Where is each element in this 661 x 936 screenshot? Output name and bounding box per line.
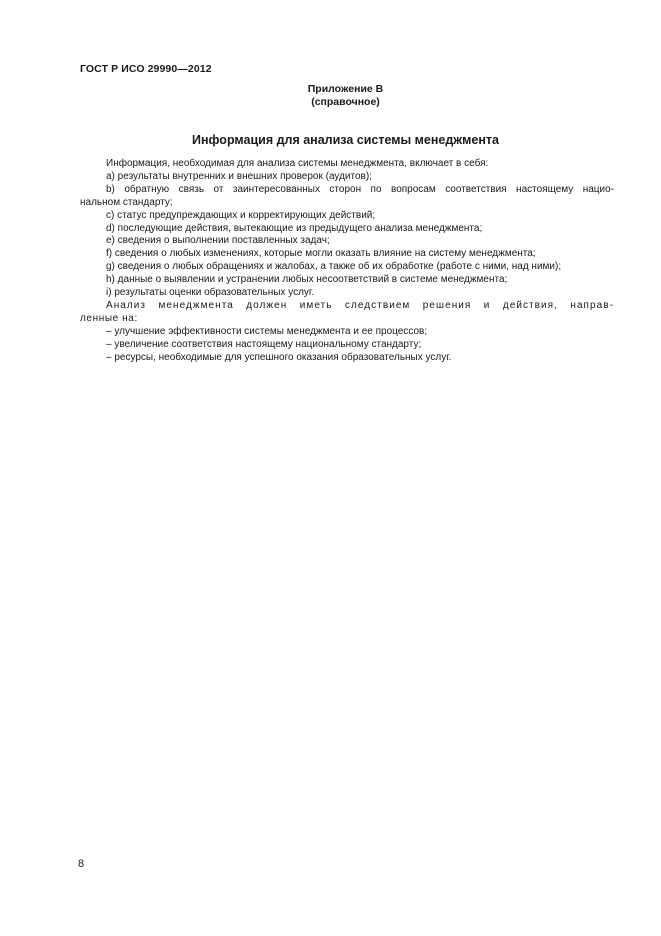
annex-heading (0, 83, 661, 109)
document-standard-header: ГОСТ Р ИСО 29990—2012 (80, 63, 212, 75)
page-number: 8 (78, 858, 85, 870)
annex-title: Приложение В (307, 83, 384, 95)
list-item-b-line1: b) обратную связь от заинтересованных сторон по вопросам соответствия настоящему нацио- (106, 183, 614, 195)
list-item-b-line2: нальном стандарту; (80, 196, 173, 208)
list-item-f: f) сведения о любых изменениях, которые могли оказать влияние на систему менеджмента; (106, 248, 536, 260)
dash-item-3: – ресурсы, необходимые для успешного оказания образовательных услуг. (106, 351, 452, 363)
dash-item-1: – улучшение эффективности системы менеджмента и ее процессов; (106, 325, 428, 337)
body-text (80, 158, 614, 365)
list-item-e: e) сведения о выполнении поставленных задач; (106, 235, 330, 247)
list-item-h: h) данные о выявлении и устранении любых несоответствий в системе менеджмента; (106, 274, 508, 286)
output-paragraph-line2: ленные на: (80, 312, 138, 324)
output-paragraph-line1: Анализ менеджмента должен иметь следствием решения и действия, направ- (106, 299, 614, 311)
list-item-a: а) результаты внутренних и внешних проверок (аудитов); (106, 170, 372, 182)
list-item-d: d) последующие действия, вытекающие из предыдущего анализа менеджмента; (106, 222, 483, 234)
dash-item-2: – увеличение соответствия настоящему национальному стандарту; (106, 338, 422, 350)
section-title: Информация для анализа системы менеджмента (192, 133, 499, 147)
annex-kind: (справочное) (311, 96, 380, 108)
list-item-g: g) сведения о любых обращениях и жалобах, а также об их обработке (работе с ними, над ними); (106, 261, 562, 273)
list-item-c: c) статус предупреждающих и корректирующих действий; (106, 209, 376, 221)
intro-paragraph: Информация, необходимая для анализа системы менеджмента, включает в себя: (106, 158, 489, 169)
list-item-i: i) результаты оценки образовательных услуг. (106, 287, 315, 299)
